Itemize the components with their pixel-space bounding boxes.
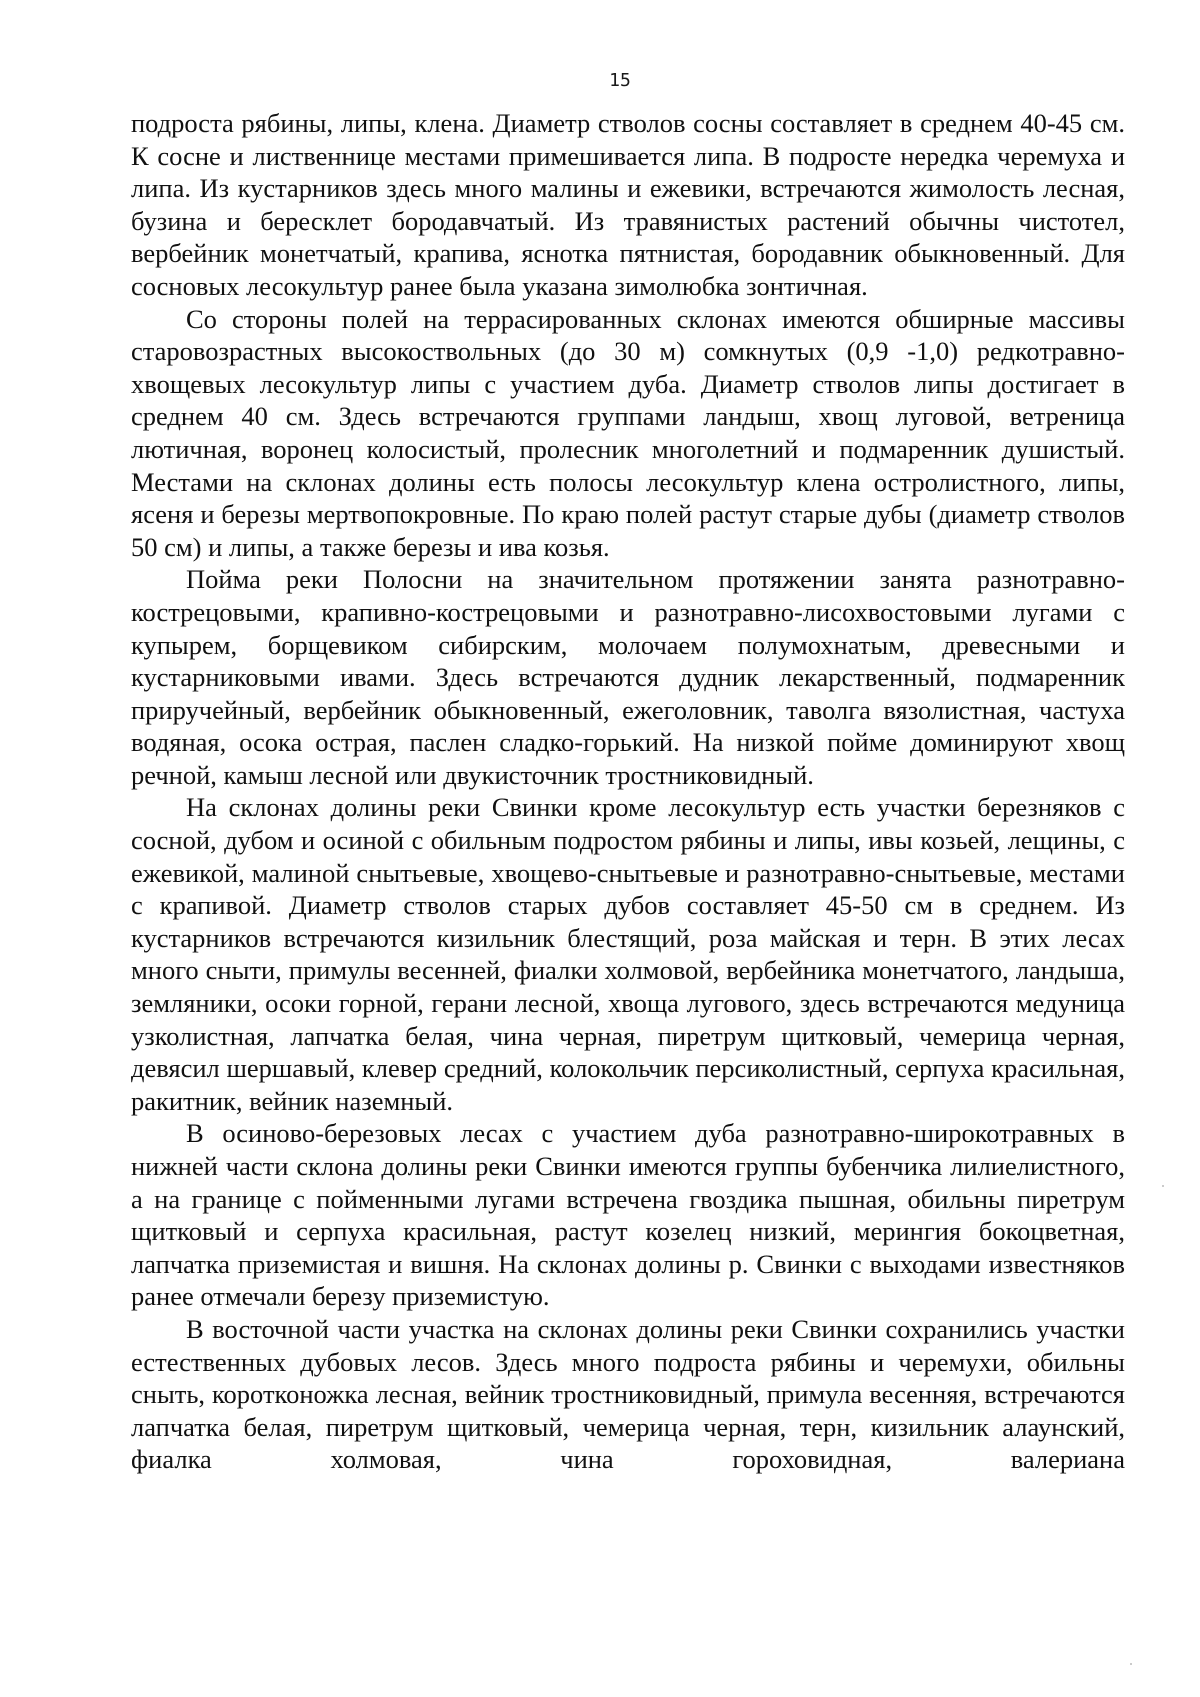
page-number: 15: [609, 70, 631, 91]
paragraph-linden-plantations: Со стороны полей на террасированных склонах имеются обширные массивы старовозрастных высокоствольных (до 30 м) сомкнутых (0,9 -1,0) редкотравно-хвощевых лесокультур липы с участием дуба. Диаметр стволов липы достигает в среднем 40 см. Здесь встречаются группами ландыш, хвощ луговой, ветреница лютичная, воронец колосистый, пролесник многолетний и подмаренник душистый. Местами на склонах долины есть полосы лесокультур клена остролистного, липы, ясеня и березы мертвопокровные. По краю полей растут старые дубы (диаметр стволов 50 см) и липы, а также березы и ива козья.: [131, 303, 1125, 562]
paragraph-svinka-slopes: На склонах долины реки Свинки кроме лесокультур есть участки березняков с сосной, дубом и осиной с обильным подростом рябины и липы, ивы козьей, лещины, с ежевикой, малиной снытьевые, хвощево-снытьевые и разнотравно-снытьевые, местами с крапивой. Диаметр стволов старых дубов составляет 45-50 см в среднем. Из кустарников встречаются кизильник блестящий, роза майская и терн. В этих лесах много сныти, примулы весенней, фиалки холмовой, вербейника монетчатого, ландыша, земляники, осоки горной, герани лесной, хвоща лугового, здесь встречаются медуница узколистная, лапчатка белая, чина черная, пиретрум щитковый, чемерица черная, девясил шершавый, клевер средний, колокольчик персиколистный, серпуха красильная, ракитник, вейник наземный.: [131, 792, 1125, 1116]
paragraph-pine-stand: подроста рябины, липы, клена. Диаметр стволов сосны составляет в среднем 40-45 см. К сосне и лиственнице местами примешивается липа. В подросте нередка черемуха и липа. Из кустарников здесь много малины и ежевики, встречаются жимолость лесная, бузина и бересклет бородавчатый. Из травянистых растений обычны чистотел, вербейник монетчатый, крапива, яснотка пятнистая, бородавник обыкновенный. Для сосновых лесокультур ранее была указана зимолюбка зонтичная.: [131, 108, 1125, 301]
paragraph-polosnya-floodplain: Пойма реки Полосни на значительном протяжении занята разнотравно-кострецовыми, крапивно-кострецовыми и разнотравно-лисохвостовыми лугами с купырем, борщевиком сибирским, молочаем полумохнатым, древесными и кустарниковыми ивами. Здесь встречаются дудник лекарственный, подмаренник приручейный, вербейник обыкновенный, ежеголовник, таволга вязолистная, частуха водяная, осока острая, паслен сладко-горький. На низкой пойме доминируют хвощ речной, камыш лесной или двукисточник тростниковидный.: [131, 564, 1125, 790]
scan-speck: [1130, 1663, 1132, 1665]
body-text: [131, 107, 1125, 1476]
paragraph-aspen-birch-forests: В осиново-березовых лесах с участием дуба разнотравно-широкотравных в нижней части склона долины реки Свинки имеются группы бубенчика лилиелистного, а на границе с пойменными лугами встречена гвоздика пышная, обильны пиретрум щитковый и серпуха красильная, растут козелец низкий, мерингия бокоцветная, лапчатка приземистая и вишня. На склонах долины р. Свинки с выходами известняков ранее отмечали березу приземистую.: [131, 1118, 1125, 1312]
paragraph-oak-forests: В восточной части участка на склонах долины реки Свинки сохранились участки естественных дубовых лесов. Здесь много подроста рябины и черемухи, обильны сныть, коротконожка лесная, вейник тростниковидный, примула весенняя, встречаются лапчатка белая, пиретрум щитковый, чемерица черная, терн, кизильник алаунский, фиалка холмовая, чина гороховидная, валериана: [131, 1313, 1125, 1475]
scan-speck: [1162, 1185, 1164, 1187]
